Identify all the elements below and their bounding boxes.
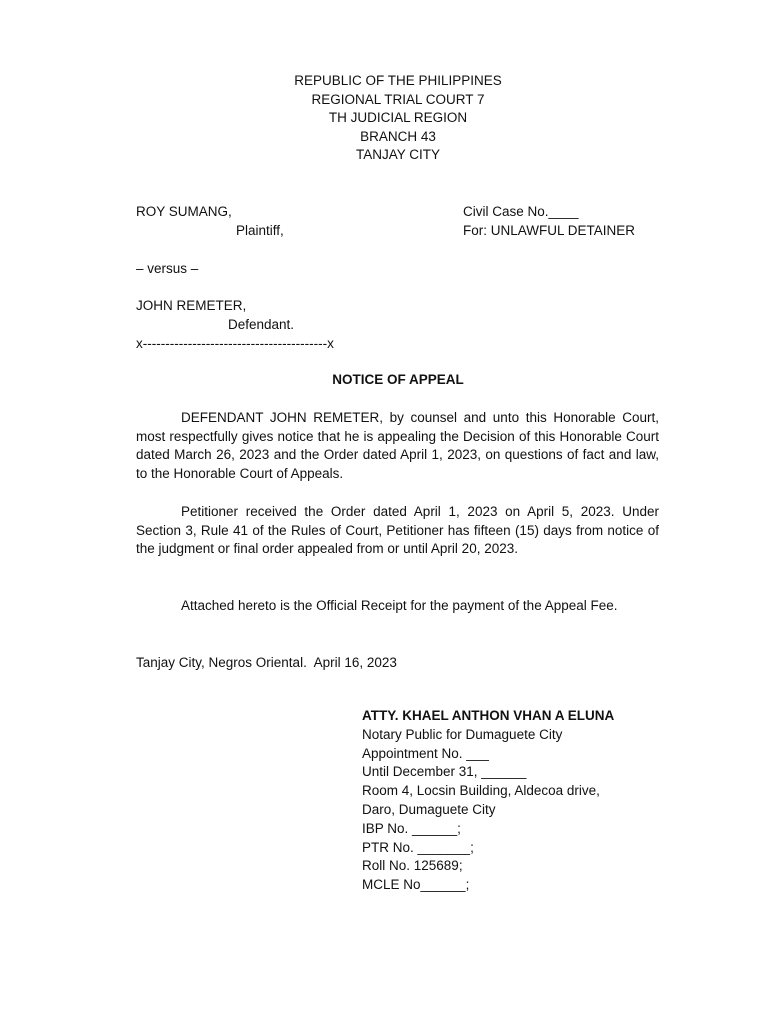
paragraph-receipt-of-order <box>136 503 659 559</box>
header-line-republic: REPUBLIC OF THE PHILIPPINES <box>294 73 502 88</box>
document-title: NOTICE OF APPEAL <box>332 372 464 387</box>
counsel-commission-until: Until December 31, ______ <box>362 764 527 780</box>
counsel-name: ATTY. KHAEL ANTHON VHAN A ELUNA <box>362 708 615 723</box>
defendant-role: Defendant. <box>228 317 295 332</box>
case-number: Civil Case No.____ <box>463 204 579 219</box>
court-header <box>0 72 768 165</box>
counsel-address-line-2: Daro, Dumaguete City <box>362 801 496 817</box>
header-line-court: REGIONAL TRIAL COURT 7 <box>311 91 485 107</box>
counsel-notary: Notary Public for Dumaguete City <box>362 726 563 742</box>
paragraph-appeal-notice-text: DEFENDANT JOHN REMETER, by counsel and unto this Honorable Court, most respectfully gives notice that he is appealing the Decision of this Honorable Court dated March 26, 2023 and the Order dated April 1, 2023, on questions of fact and law, to the Honorable Court of Appeals. <box>136 410 659 481</box>
plaintiff-role: Plaintiff, <box>236 223 284 238</box>
header-line-region: TH JUDICIAL REGION <box>328 110 468 126</box>
paragraph-receipt-of-order-text: Petitioner received the Order dated April 1, 2023 on April 5, 2023. Under Section 3, Rule 41 of the Rules of Court, Petitioner has fifteen (15) days from notice of the judgment or final order appealed from or until April 20, 2023. <box>136 504 659 557</box>
counsel-ibp-no: IBP No. ______; <box>362 820 461 836</box>
defendant-name: JOHN REMETER, <box>136 298 247 313</box>
signature-block <box>362 707 614 895</box>
header-line-city: TANJAY CITY <box>355 147 440 163</box>
paragraph-appeal-fee <box>136 597 659 616</box>
versus-label: – versus – <box>136 261 199 276</box>
date-and-place: Tanjay City, Negros Oriental. April 16, 2023 <box>136 655 397 670</box>
caption-divider: x-----------------------------------------x <box>136 336 334 351</box>
counsel-ptr-no: PTR No. _______; <box>362 839 474 855</box>
counsel-mcle-no: MCLE No______; <box>362 877 470 893</box>
counsel-appointment: Appointment No. ___ <box>362 745 489 761</box>
paragraph-appeal-fee-text: Attached hereto is the Official Receipt for the payment of the Appeal Fee. <box>181 598 618 613</box>
plaintiff-name: ROY SUMANG, <box>136 204 232 219</box>
header-line-branch: BRANCH 43 <box>360 128 436 144</box>
case-type: For: UNLAWFUL DETAINER <box>463 223 636 238</box>
counsel-address-line-1: Room 4, Locsin Building, Aldecoa drive, <box>362 783 600 799</box>
counsel-roll-no: Roll No. 125689; <box>362 858 463 874</box>
paragraph-appeal-notice <box>136 409 659 483</box>
